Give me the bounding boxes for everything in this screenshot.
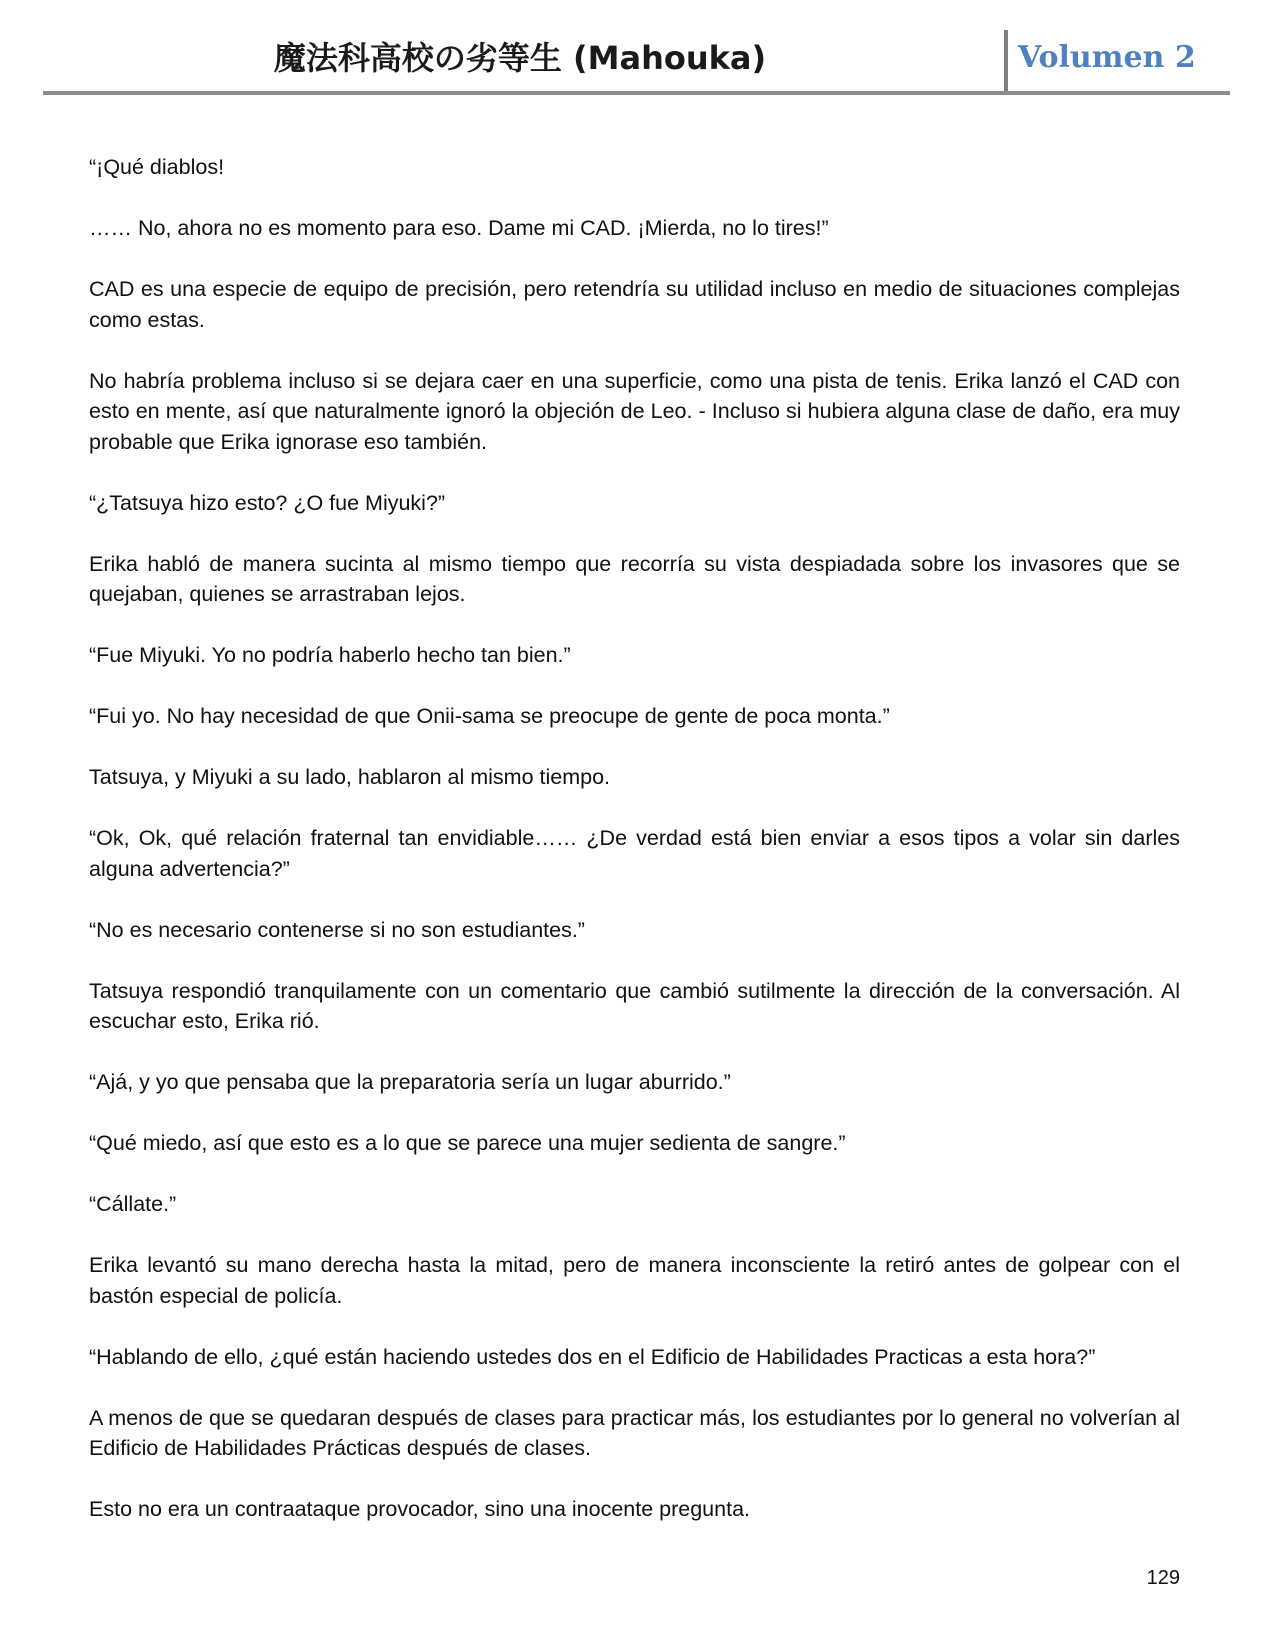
- paragraph: A menos de que se quedaran después de clases para practicar más, los estudiantes por lo general no volverían al Edificio de Habilidades Prácticas después de clases.: [89, 1405, 1180, 1460]
- paragraph: “Fui yo. No hay necesidad de que Onii-sama se preocupe de gente de poca monta.”: [89, 704, 890, 728]
- page-number: 129: [1146, 1567, 1180, 1589]
- paragraph: “No es necesario contenerse si no son estudiantes.”: [89, 917, 585, 942]
- paragraph: “Cállate.”: [89, 1192, 177, 1216]
- paragraph: “Hablando de ello, ¿qué están haciendo ustedes dos en el Edificio de Habilidades Practicas a esta hora?”: [89, 1344, 1096, 1369]
- paragraph: Tatsuya, y Miyuki a su lado, hablaron al mismo tiempo.: [89, 765, 611, 789]
- paragraph: Erika levantó su mano derecha hasta la mitad, pero de manera inconsciente la retiró antes de golpear con el bastón especial de policía.: [89, 1253, 1180, 1308]
- paragraph: “¡Qué diablos!: [89, 155, 225, 179]
- paragraph: …… No, ahora no es momento para eso. Dame mi CAD. ¡Mierda, no lo tires!”: [89, 216, 829, 240]
- header-divider: [1004, 30, 1008, 92]
- paragraph: “Fue Miyuki. Yo no podría haberlo hecho tan bien.”: [89, 643, 571, 667]
- paragraph: CAD es una especie de equipo de precisión, pero retendría su utilidad incluso en medio de situaciones complejas como estas.: [89, 277, 1180, 332]
- paragraph: No habría problema incluso si se dejara caer en una superficie, como una pista de tenis. Erika lanzó el CAD con esto en mente, así que naturalmente ignoró la objeción de Leo. - Incluso si hubiera alguna clase de daño, era muy probable que Erika ignorase eso también.: [89, 368, 1180, 454]
- paragraph: “Qué miedo, así que esto es a lo que se parece una mujer sedienta de sangre.”: [89, 1131, 846, 1155]
- paragraph: Tatsuya respondió tranquilamente con un comentario que cambió sutilmente la dirección de la conversación. Al escuchar esto, Erika rió.: [89, 978, 1180, 1033]
- paragraph: “Ajá, y yo que pensaba que la preparatoria sería un lugar aburrido.”: [89, 1070, 731, 1094]
- header-title: 魔法科高校の劣等生 (Mahouka): [273, 39, 767, 77]
- header-rule: [43, 91, 1230, 95]
- paragraph: Erika habló de manera sucinta al mismo tiempo que recorría su vista despiadada sobre los invasores que se quejaban, quienes se arrastraban lejos.: [89, 551, 1180, 606]
- paragraph: “¿Tatsuya hizo esto? ¿O fue Miyuki?”: [89, 490, 446, 515]
- body-text: [89, 152, 1180, 1525]
- paragraph: “Ok, Ok, qué relación fraternal tan envidiable…… ¿De verdad está bien enviar a esos tipos a volar sin darles alguna advertencia?”: [89, 826, 1180, 881]
- header-volume-label: Volumen 2: [1018, 40, 1196, 75]
- paragraph: Esto no era un contraataque provocador, sino una inocente pregunta.: [89, 1497, 750, 1521]
